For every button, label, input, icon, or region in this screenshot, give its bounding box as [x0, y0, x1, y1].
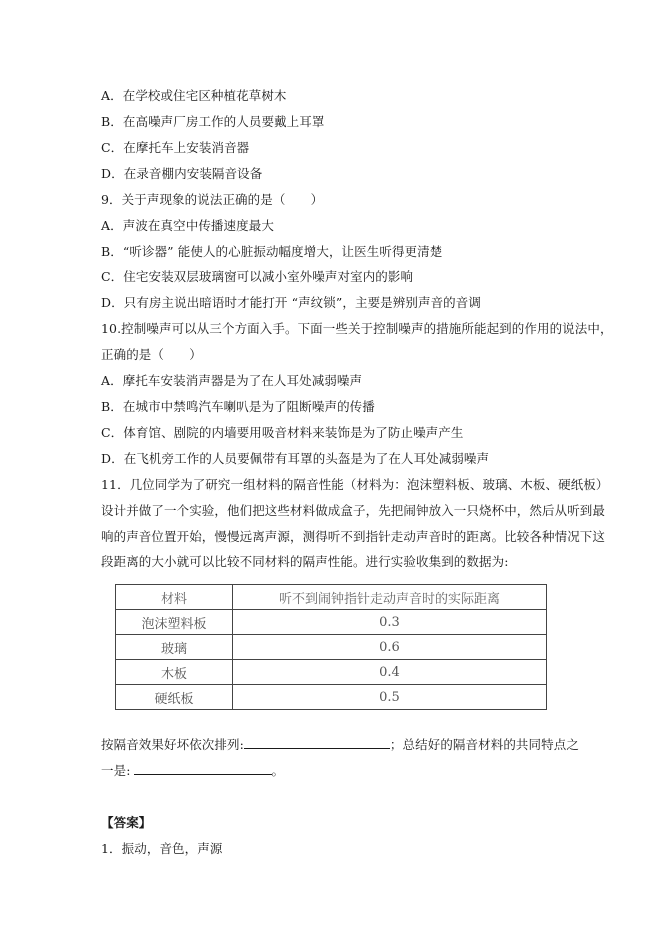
table-cell-distance: 0.5	[233, 685, 547, 710]
text-line-q11-4: 段距离的大小就可以比较不同材料的隔声性能。进行实验收集到的数据为:	[101, 554, 509, 569]
text-line-opt-a-prev: A．在学校或住宅区种植花草树木	[101, 88, 287, 103]
text-line-q9-a: A．声波在真空中传播速度最大	[101, 218, 274, 233]
fill-in-prefix: 按隔音效果好坏依次排列:	[101, 737, 244, 752]
text-line-q9-c: C．住宅安装双层玻璃窗可以减小室外噪声对室内的影响	[101, 269, 414, 284]
table-cell-material: 木板	[116, 660, 233, 685]
text-line-q10-c: C．体育馆、剧院的内墙要用吸音材料来装饰是为了防止噪声产生	[101, 425, 464, 440]
table-header-row	[116, 585, 547, 610]
fill-in-line-2	[101, 762, 284, 779]
material-data-table	[115, 584, 547, 710]
text-line-opt-b-prev: B．在高噪声厂房工作的人员要戴上耳罩	[101, 114, 325, 129]
table-cell-distance: 0.3	[233, 610, 547, 635]
answer-item-1: 1．振动，音色，声源	[101, 841, 223, 856]
text-line-q10-1: 10.控制噪声可以从三个方面入手。下面一些关于控制噪声的措施所能起到的作用的说法中，	[101, 321, 613, 336]
table-row	[116, 635, 547, 660]
answer-heading: 【答案】	[101, 815, 152, 830]
text-line-q11-3: 响的声音位置开始，慢慢远离声源，测得听不到指针走动声音时的距离。比较各种情况下这	[101, 529, 606, 544]
text-line-q9: 9．关于声现象的说法正确的是（ ）	[101, 192, 324, 207]
fill-in-middle: ；总结好的隔音材料的共同特点之	[389, 737, 579, 752]
text-line-q9-b: B．“听诊器” 能使人的心脏振动幅度增大，让医生听得更清楚	[101, 244, 443, 259]
table-header-distance: 听不到闹钟指针走动声音时的实际距离	[233, 585, 547, 610]
text-line-q10-a: A．摩托车安装消声器是为了在人耳处减弱噪声	[101, 373, 363, 388]
fill-in-line-1	[101, 736, 579, 753]
answer-blank-feature[interactable]	[134, 762, 272, 775]
text-line-q11-2: 设计并做了一个实验，他们把这些材料做成盒子，先把闹钟放入一只烧杯中，然后从听到最	[101, 503, 606, 518]
table-header-material: 材料	[116, 585, 233, 610]
answer-blank-order[interactable]	[244, 736, 390, 749]
text-line-q10-2: 正确的是（ ）	[101, 347, 202, 362]
table-cell-distance: 0.6	[233, 635, 547, 660]
table-row	[116, 660, 547, 685]
text-line-opt-d-prev: D．在录音棚内安装隔音设备	[101, 166, 263, 181]
table-cell-material: 泡沫塑料板	[116, 610, 233, 635]
table-row	[116, 685, 547, 710]
table-cell-material: 硬纸板	[116, 685, 233, 710]
text-line-q11-1: 11．几位同学为了研究一组材料的隔音性能（材料为：泡沫塑料板、玻璃、木板、硬纸板）	[101, 477, 609, 492]
text-line-opt-c-prev: C．在摩托车上安装消音器	[101, 140, 250, 155]
text-line-q10-d: D．在飞机旁工作的人员要佩带有耳罩的头盔是为了在人耳处减弱噪声	[101, 451, 490, 466]
table-cell-material: 玻璃	[116, 635, 233, 660]
fill-in-prefix-2: 一是:	[101, 763, 131, 778]
table-cell-distance: 0.4	[233, 660, 547, 685]
text-line-q9-d: D．只有房主说出暗语时才能打开 “声纹锁”，主要是辨别声音的音调	[101, 295, 481, 310]
text-line-q10-b: B．在城市中禁鸣汽车喇叭是为了阻断噪声的传播	[101, 399, 375, 414]
table-row	[116, 610, 547, 635]
fill-in-suffix: 。	[271, 763, 285, 778]
